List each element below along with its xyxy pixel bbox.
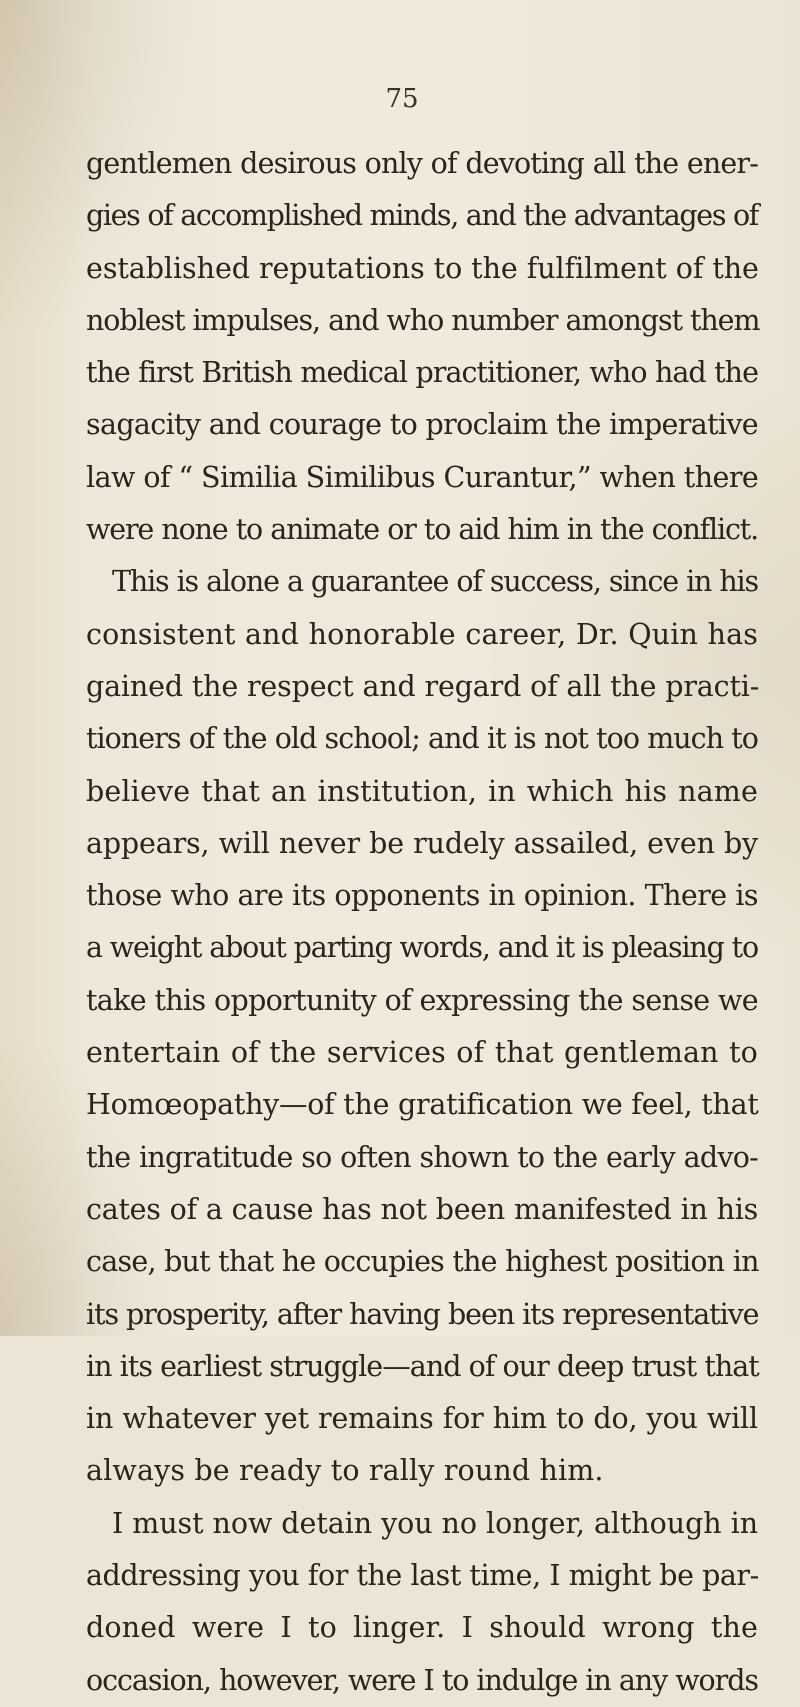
text-line: case, but that he occupies the highest position in <box>86 1245 759 1279</box>
text-line: gained the respect and regard of all the practi- <box>86 669 760 703</box>
text-line: those who are its opponents in opinion. There is <box>86 879 758 913</box>
text-line: in whatever yet remains for him to do, you will <box>86 1402 758 1436</box>
text-line: its prosperity, after having been its representative <box>86 1297 759 1331</box>
text-line: addressing you for the last time, I might be par- <box>86 1559 759 1593</box>
text-line: gies of accomplished minds, and the advantages of <box>86 199 758 233</box>
text-line: law of “ Similia Similibus Curantur,” when there <box>86 460 759 494</box>
text-line: gentlemen desirous only of devoting all the ener- <box>86 147 758 180</box>
text-line: consistent and honorable career, Dr. Quin has <box>86 617 758 651</box>
text-line: established reputations to the fulfilment of the <box>86 251 759 285</box>
text-line: occasion, however, were I to indulge in any words <box>86 1663 758 1697</box>
text-line: tioners of the old school; and it is not too much to <box>86 722 758 756</box>
text-line: Homœopathy—of the gratification we feel, that <box>86 1088 759 1122</box>
page-number: 75 <box>385 84 419 114</box>
text-line: believe that an institution, in which his name <box>86 774 758 808</box>
text-line: I must now detain you no longer, although in <box>112 1506 758 1540</box>
text-line: noblest impulses, and who number amongst them <box>86 303 760 337</box>
text-line: cates of a cause has not been manifested in his <box>86 1192 758 1226</box>
text-line: the ingratitude so often shown to the early advo- <box>86 1140 758 1174</box>
text-line: doned were I to linger. I should wrong the <box>86 1611 758 1645</box>
text-line: entertain of the services of that gentleman to <box>86 1036 758 1070</box>
text-line: the first British medical practitioner, who had the <box>86 356 758 390</box>
text-line: appears, will never be rudely assailed, even by <box>86 826 758 860</box>
body-text <box>86 138 758 1707</box>
text-line: This is alone a guarantee of success, since in his <box>112 565 758 599</box>
text-line: in its earliest struggle—and of our deep trust that <box>86 1349 759 1383</box>
text-line: take this opportunity of expressing the sense we <box>86 983 758 1017</box>
text-line: sagacity and courage to proclaim the imperative <box>86 408 759 442</box>
text-line: a weight about parting words, and it is pleasing to <box>86 931 758 965</box>
text-line: were none to animate or to aid him in the conflict. <box>86 513 758 547</box>
paragraph-end-line: always be ready to rally round him. <box>86 1454 604 1488</box>
